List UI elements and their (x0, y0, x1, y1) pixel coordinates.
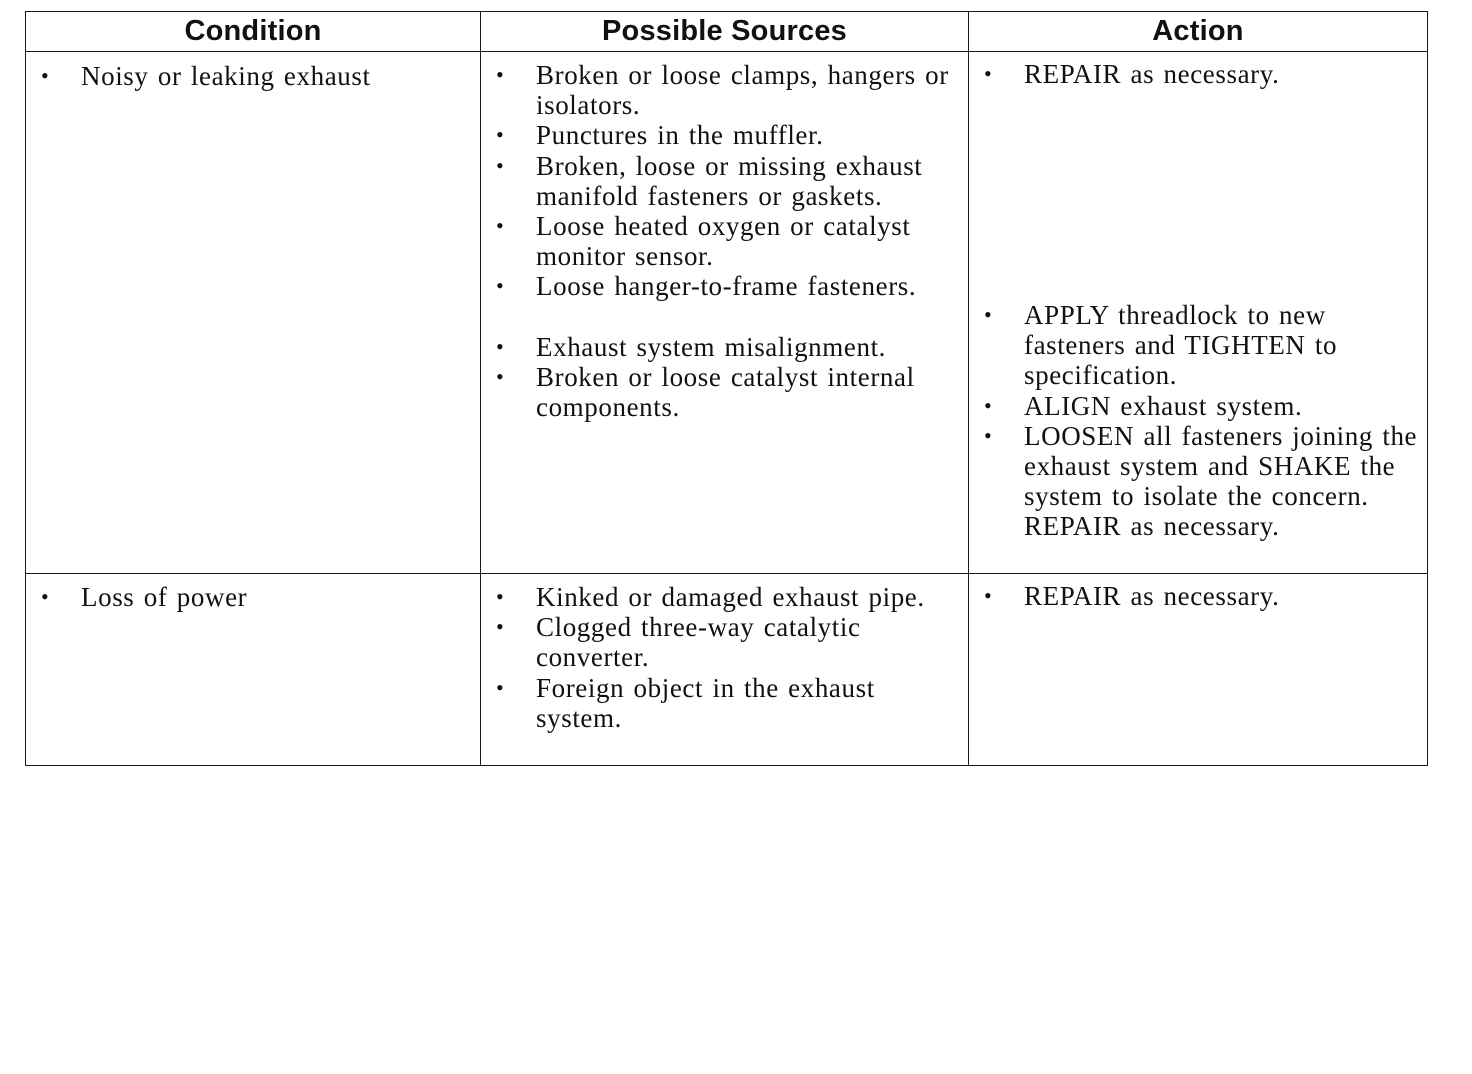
bullet-icon: • (496, 333, 505, 359)
diagnosis-table (25, 11, 1428, 766)
sources-cell (481, 52, 969, 574)
bullet-icon: • (984, 392, 993, 418)
bullet-icon: • (984, 61, 993, 86)
action-item: • REPAIR as necessary. (984, 581, 1280, 611)
source-item: • Loose heated oxygen or catalyst monitor sensor. (496, 211, 911, 272)
action-item: • REPAIR as necessary. (984, 59, 1280, 89)
source-item: • Exhaust system misalignment. (496, 331, 887, 362)
source-item: • Loose hanger-to-frame fasteners. (496, 271, 917, 302)
bullet-icon: • (496, 122, 505, 148)
source-item: • Broken, loose or missing exhaust manifold fasteners or gaskets. (496, 150, 923, 211)
bullet-icon: • (496, 62, 505, 87)
header-row (26, 12, 1428, 52)
action-cell (969, 574, 1428, 766)
bullet-icon: • (496, 614, 505, 640)
bullet-icon: • (984, 422, 993, 448)
sources-cell (481, 574, 969, 766)
source-item: • Foreign object in the exhaust system. (496, 672, 875, 733)
condition-item: • Noisy or leaking exhaust (41, 61, 371, 91)
action-item: • ALIGN exhaust system. (984, 390, 1303, 421)
action-item: • APPLY threadlock to new fasteners and TIGHTEN to specification. (984, 300, 1338, 391)
bullet-icon: • (496, 273, 505, 299)
action-item: • LOOSEN all fasteners joining the exhaust system and SHAKE the system to isolate the concern. REPAIR as necessary. (984, 420, 1418, 542)
condition-cell (26, 52, 481, 574)
bullet-icon: • (984, 583, 993, 608)
table-row (26, 52, 1428, 574)
condition-item: • Loss of power (41, 582, 248, 612)
bullet-icon: • (496, 213, 505, 239)
source-item: • Clogged three-way catalytic converter. (496, 612, 861, 673)
table-row (26, 574, 1428, 766)
source-item: • Broken or loose clamps, hangers or isolators. (496, 60, 949, 121)
bullet-icon: • (496, 152, 505, 178)
action-cell (969, 52, 1428, 574)
bullet-icon: • (41, 63, 50, 88)
source-item: • Kinked or damaged exhaust pipe. (496, 582, 925, 612)
bullet-icon: • (496, 584, 505, 609)
bullet-icon: • (496, 363, 505, 389)
bullet-icon: • (496, 674, 505, 700)
header-condition: Condition (26, 12, 481, 52)
bullet-icon: • (984, 302, 993, 327)
source-item: • Punctures in the muffler. (496, 120, 824, 151)
source-item: • Broken or loose catalyst internal components. (496, 361, 915, 423)
header-action: Action (969, 12, 1428, 52)
header-possible-sources: Possible Sources (481, 12, 969, 52)
condition-cell (26, 574, 481, 766)
bullet-icon: • (41, 584, 50, 609)
